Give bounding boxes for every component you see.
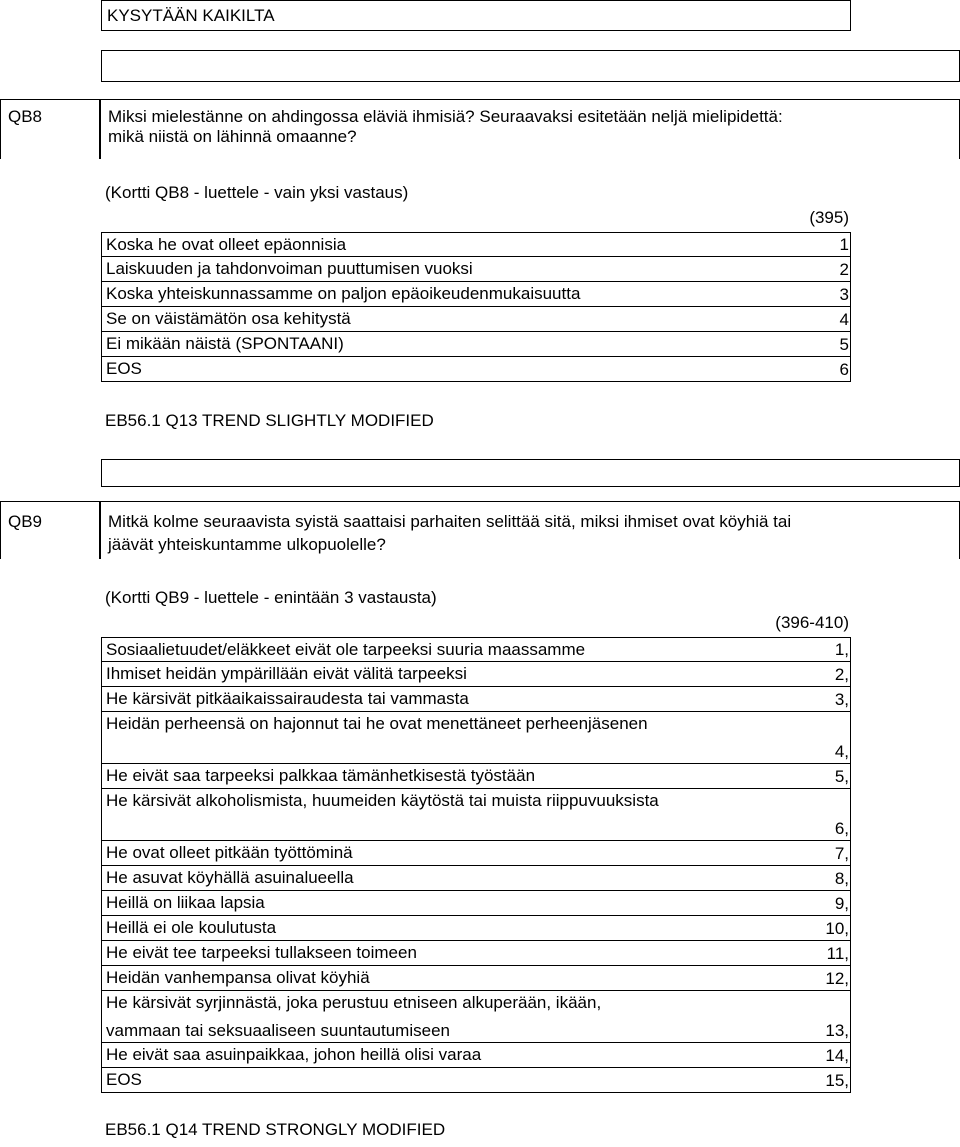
qb8-divider [99,99,101,159]
qb9-option-label: He eivät saa asuinpaikkaa, johon heillä olisi varaa [106,1045,482,1064]
qb8-option-label: EOS [106,359,142,378]
qb9-option-code: 5, [834,767,849,786]
qb9-option-label: He asuvat köyhällä asuinalueella [106,868,354,887]
qb9-option-code: 7, [834,844,849,863]
qb8-option-code: 4 [839,310,849,329]
qb9-option-label: He eivät tee tarpeeksi tullakseen toimeen [106,943,417,962]
qb9-option-label: Heillä ei ole koulutusta [106,918,277,937]
qb9-option-code: 3, [834,690,849,709]
qb9-option-code: 15, [825,1071,849,1090]
qb8-question-box [0,99,960,159]
qb9-id: QB9 [8,512,43,531]
qb8-id: QB8 [8,107,43,126]
qb9-option-label: Heidän perheensä on hajonnut tai he ovat menettäneet perheenjäsenen [106,714,648,733]
qb9-option-row [101,637,851,662]
qb9-option-code: 10, [825,919,849,938]
qb9-option-code: 4, [834,742,849,761]
qb9-instruction: (Kortti QB9 - luettele - enintään 3 vastausta) [105,588,437,607]
qb8-instruction: (Kortti QB8 - luettele - vain yksi vastaus) [105,183,409,202]
qb9-option-row [101,966,851,991]
qb8-question-line1: Miksi mielestänne on ahdingossa eläviä ihmisiä? Seuraavaksi esitetään neljä mielipidettä: [108,107,783,126]
qb9-option-code: 6, [834,819,849,838]
qb9-option-code: 13, [825,1021,849,1040]
qb8-option-label: Ei mikään näistä (SPONTAANI) [106,334,344,353]
qb9-option-row [101,891,851,916]
qb9-option-row [101,789,851,841]
qb8-option-code: 2 [839,260,849,279]
qb9-option-row [101,687,851,712]
qb9-option-label: Ihmiset heidän ympärillään eivät välitä tarpeeksi [106,664,467,683]
qb9-option-row [101,662,851,687]
qb9-option-label: Sosiaalietuudet/eläkkeet eivät ole tarpeeksi suuria maassamme [106,640,586,659]
qb8-trend-note: EB56.1 Q13 TREND SLIGHTLY MODIFIED [105,411,434,430]
qb9-option-row [101,866,851,891]
qb9-trend-note: EB56.1 Q14 TREND STRONGLY MODIFIED [105,1120,446,1139]
qb9-option-code: 1, [834,640,849,659]
header-box [101,0,851,31]
qb8-option-row [101,282,851,307]
qb9-option-code: 11, [826,944,849,963]
qb8-option-label: Koska yhteiskunnassamme on paljon epäoikeudenmukaisuutta [106,284,581,303]
qb9-option-code: 2, [834,665,849,684]
qb8-option-row [101,332,851,357]
qb9-option-row [101,841,851,866]
qb8-option-label: Se on väistämätön osa kehitystä [106,309,351,328]
qb9-option-code: 8, [834,869,849,888]
qb9-option-row [101,991,851,1043]
qb9-column-code: (396-410) [775,613,849,632]
qb8-option-row [101,232,851,257]
qb8-option-row [101,357,851,382]
qb9-option-code: 14, [825,1046,849,1065]
qb9-option-row [101,941,851,966]
qb9-option-label: Heillä on liikaa lapsia [106,893,265,912]
qb9-option-label: He kärsivät alkoholismista, huumeiden käytöstä tai muista riippuvuuksista [106,791,659,810]
header-label: KYSYTÄÄN KAIKILTA [107,6,275,25]
qb9-option-code: 9, [834,894,849,913]
qb9-option-label: He eivät saa tarpeeksi palkkaa tämänhetkisestä työstään [106,766,536,785]
qb9-option-row [101,1043,851,1068]
qb9-option-label: He kärsivät syrjinnästä, joka perustuu etniseen alkuperään, ikään, [106,993,602,1012]
qb9-option-row [101,712,851,764]
qb9-option-label: He kärsivät pitkäaikaissairaudesta tai vammasta [106,689,469,708]
empty-box-middle [101,459,960,487]
qb9-option-code: 12, [825,969,849,988]
qb8-option-label: Koska he ovat olleet epäonnisia [106,235,347,254]
qb8-option-row [101,307,851,332]
qb8-question-line2: mikä niistä on lähinnä omaanne? [108,127,357,146]
qb9-question-box [0,501,960,559]
qb8-option-code: 1 [839,235,849,254]
qb9-divider [99,501,101,559]
qb8-option-code: 3 [839,285,849,304]
qb8-option-code: 5 [839,335,849,354]
qb9-option-row [101,916,851,941]
qb9-option-label-line2: vammaan tai seksuaaliseen suuntautumiseen [106,1021,450,1040]
qb8-option-label: Laiskuuden ja tahdonvoiman puuttumisen vuoksi [106,259,473,278]
qb9-option-row [101,1068,851,1093]
qb8-option-code: 6 [839,360,849,379]
qb8-option-row [101,257,851,282]
qb9-question-line1: Mitkä kolme seuraavista syistä saattaisi parhaiten selittää sitä, miksi ihmiset ovat köyhiä tai [108,512,792,531]
empty-box-top [101,50,960,82]
qb9-option-label: EOS [106,1070,142,1089]
qb9-option-label: Heidän vanhempansa olivat köyhiä [106,968,370,987]
qb9-question-line2: jäävät yhteiskuntamme ulkopuolelle? [108,535,386,554]
qb9-option-row [101,764,851,789]
qb9-option-label: He ovat olleet pitkään työttöminä [106,843,353,862]
qb8-column-code: (395) [809,208,849,227]
